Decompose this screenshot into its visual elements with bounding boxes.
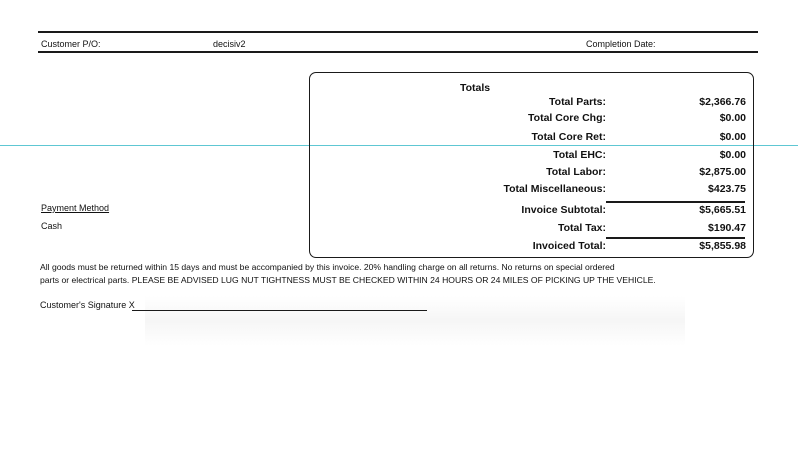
payment-method-value: Cash [41, 221, 63, 231]
total-labor-row [309, 166, 754, 180]
total-ehc-label: Total EHC: [553, 149, 606, 161]
invoiced-total-label: Invoiced Total: [532, 240, 606, 252]
total-parts-value: $2,366.76 [699, 96, 746, 108]
customer-po-value: decisiv2 [213, 39, 246, 49]
total-labor-label: Total Labor: [546, 166, 606, 178]
disclaimer-line-2: parts or electrical parts. PLEASE BE ADVISED LUG NUT TIGHTNESS MUST BE CHECKED WITHIN 24 HOURS OR 24 MILES OF PICKING UP THE VEHICLE. [40, 275, 656, 285]
header-bottom-rule [38, 51, 758, 53]
invoice-subtotal-label: Invoice Subtotal: [521, 204, 606, 216]
bleed-through-shadow [145, 296, 685, 346]
total-core-chg-value: $0.00 [719, 112, 746, 124]
total-ehc-value: $0.00 [719, 149, 746, 161]
payment-method-label: Payment Method [41, 203, 110, 213]
subtotal-sum-line [606, 201, 745, 203]
total-tax-row [309, 222, 754, 236]
total-misc-row [309, 183, 754, 197]
completion-date-label: Completion Date: [586, 39, 656, 49]
total-core-ret-label: Total Core Ret: [531, 131, 606, 143]
total-core-ret-row [309, 131, 754, 145]
customer-signature-line[interactable] [132, 310, 427, 311]
totals-title: Totals [460, 82, 491, 94]
total-parts-label: Total Parts: [549, 96, 606, 108]
total-labor-value: $2,875.00 [699, 166, 746, 178]
total-tax-value: $190.47 [708, 222, 746, 234]
disclaimer-line-1: All goods must be returned within 15 days and must be accompanied by this invoice. 20% handling charge on all returns. No returns on special ordered [40, 262, 615, 272]
total-misc-label: Total Miscellaneous: [503, 183, 606, 195]
total-core-chg-row [309, 112, 754, 126]
total-misc-value: $423.75 [708, 183, 746, 195]
returns-disclaimer [40, 261, 720, 287]
total-core-ret-value: $0.00 [719, 131, 746, 143]
total-sum-line [606, 237, 745, 239]
total-tax-label: Total Tax: [557, 222, 606, 234]
total-ehc-row [309, 149, 754, 163]
customer-signature-label: Customer's Signature X [40, 300, 135, 310]
invoiced-total-row [309, 240, 754, 254]
total-core-chg-label: Total Core Chg: [528, 112, 606, 124]
invoiced-total-value: $5,855.98 [699, 240, 746, 252]
customer-po-label: Customer P/O: [41, 39, 101, 49]
header-top-rule [38, 31, 758, 33]
invoice-subtotal-row [309, 204, 754, 218]
total-parts-row [309, 96, 754, 110]
invoice-subtotal-value: $5,665.51 [699, 204, 746, 216]
